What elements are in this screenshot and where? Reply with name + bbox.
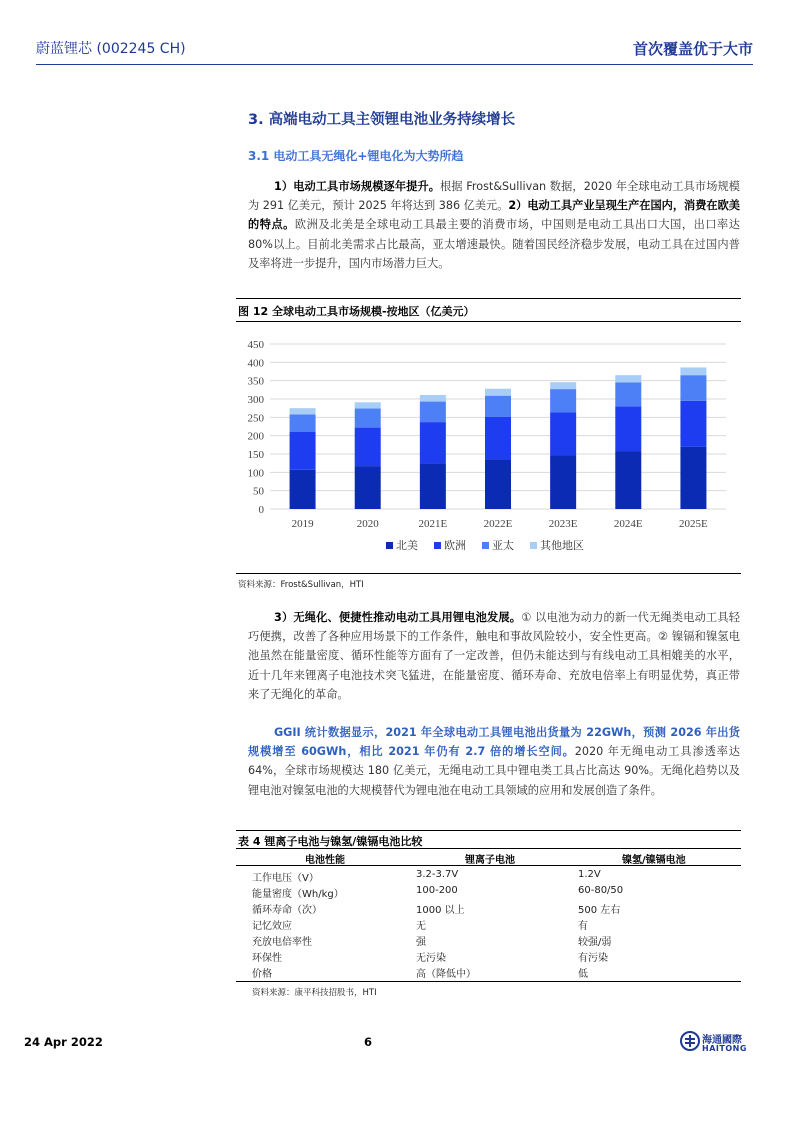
table-cell: 较强/弱 xyxy=(578,937,612,948)
x-tick-label: 2020 xyxy=(356,518,379,530)
chart-bars xyxy=(290,367,707,509)
section-title: 3. 高端电动工具主领锂电池业务持续增长 xyxy=(248,112,516,128)
para2-text-1: ① 以电池为动力的新一代无绳类电动工具轻巧便携，改善了各种应用场景下的工作条件，触电和事故风险较小，安全性更高。② 镍镉和镍氢电池虽然在能量密度、循环性能等方面有了一定改善，但仍未能达到与有线电动工具相媲美的水平，近十几年来锂离子电池技术突飞猛进，在能量密度、循环寿命、充放电倍率上有明显优势，真正带来了无绳化的革命。 xyxy=(248,611,740,701)
bar-segment xyxy=(615,375,641,382)
bar-segment xyxy=(485,389,511,396)
bar-segment xyxy=(420,422,446,463)
y-tick-label: 100 xyxy=(247,467,264,480)
table-cell: 3.2-3.7V xyxy=(416,869,459,880)
table-source: 资料来源：康平科技招股书，HTI xyxy=(252,988,377,998)
y-tick-label: 0 xyxy=(258,504,264,516)
para1-text-1: 根据 Frost&Sullivan 数据，2020 年全球电动工具市场规模为 291 亿美元，预计 2025 年将达到 386 亿美元。 xyxy=(248,180,740,213)
logo-text-cn: 海通國際 xyxy=(702,1035,742,1046)
bar-segment xyxy=(420,463,446,509)
table-cell: 环保性 xyxy=(252,953,282,964)
x-tick-label: 2019 xyxy=(291,518,314,530)
bar-segment xyxy=(290,408,316,414)
bar-segment xyxy=(355,428,381,467)
bar-segment xyxy=(290,470,316,509)
x-tick-label: 2025E xyxy=(679,518,708,530)
legend-swatch xyxy=(482,542,489,549)
bar-segment xyxy=(355,466,381,509)
table-header-rule xyxy=(236,865,741,866)
table-cell: 无污染 xyxy=(416,953,446,964)
table-cell: 无 xyxy=(416,921,426,932)
table-cell: 1.2V xyxy=(578,869,601,880)
figure-title: 图 12 全球电动工具市场规模-按地区（亿美元） xyxy=(238,305,475,318)
bar-segment xyxy=(615,451,641,509)
bar-segment xyxy=(680,367,706,375)
bar-segment xyxy=(485,396,511,417)
figure-source: 资料来源：Frost&Sullivan，HTI xyxy=(238,580,364,590)
table-cell: 1000 以上 xyxy=(416,905,465,916)
x-tick-label: 2023E xyxy=(548,518,578,530)
bar-segment xyxy=(420,402,446,423)
y-tick-label: 200 xyxy=(247,430,264,443)
bar-segment xyxy=(290,432,316,470)
logo-text-en: HAITONG xyxy=(702,1044,747,1053)
table-title: 表 4 锂离子电池与镍氢/镍镉电池比较 xyxy=(238,835,423,848)
table-cell: 充放电倍率性 xyxy=(252,937,312,948)
legend-swatch xyxy=(530,542,537,549)
table-cell: 能量密度（Wh/kg） xyxy=(252,889,344,900)
paragraph-market-size xyxy=(248,177,740,273)
y-tick-label: 350 xyxy=(247,375,264,388)
page-number: 6 xyxy=(364,1035,373,1049)
footer-date: 24 Apr 2022 xyxy=(24,1035,103,1049)
bar-segment xyxy=(290,414,316,432)
table-title-rule xyxy=(236,848,741,849)
table-cell: 500 左右 xyxy=(578,905,621,916)
bar-segment xyxy=(680,401,706,447)
para3-highlight: GGII 统计数据显示，2021 年全球电动工具锂电池出货量为 22GWh，预测 2026 年出货规模增至 60GWh，相比 2021 年仍有 2.7 倍的增长空间。 xyxy=(248,726,740,759)
table-header-liion: 锂离子电池 xyxy=(465,855,515,866)
bar-segment xyxy=(355,402,381,408)
bar-segment xyxy=(420,395,446,402)
x-tick-label: 2022E xyxy=(483,518,513,530)
table-header-performance: 电池性能 xyxy=(305,855,345,866)
para1-text-2: 欧洲及北美是全球电动工具最主要的消费市场，中国则是电动工具出口大国，出口率达 80%以上。目前北美需求占比最高，亚太增速最快。随着国民经济稳步发展，电动工具在过国内普及率将进一步提升，国内市场潜力巨大。 xyxy=(248,218,740,270)
y-tick-label: 300 xyxy=(247,394,264,406)
legend-label: 欧洲 xyxy=(444,540,466,552)
paragraph-ggii xyxy=(248,723,740,800)
y-tick-label: 400 xyxy=(247,357,264,370)
legend-label: 其他地区 xyxy=(540,540,584,552)
para1-bold-2: 2）电动工具产业呈现生产在国内，消费在欧美的特点。 xyxy=(248,199,740,232)
legend-label: 亚太 xyxy=(492,540,514,552)
para1-bold-1: 1）电动工具市场规模逐年提升。 xyxy=(274,180,441,193)
bar-segment xyxy=(615,383,641,407)
legend-label: 北美 xyxy=(396,540,418,552)
table-header-nimh: 镍氢/镍镉电池 xyxy=(622,855,686,866)
para3-text: 2020 年无绳电动工具渗透率达 64%，全球市场规模达 180 亿美元，无绳电动工具中锂电类工具占比高达 90%。无绳化趋势以及锂电池对镍氢电池的大规模替代为锂电池在电动工具领域的应用和发展创造了条件。 xyxy=(248,745,740,797)
table-top-rule xyxy=(236,830,741,831)
header-rating: 首次覆盖优于大市 xyxy=(632,40,753,58)
table-cell: 工作电压（V） xyxy=(252,873,319,884)
table-cell: 循环寿命（次） xyxy=(252,905,322,916)
bar-segment xyxy=(680,447,706,509)
table-cell: 100-200 xyxy=(416,885,458,896)
para2-bold-1: 3）无绳化、便捷性推动电动工具用锂电池发展。 xyxy=(274,611,522,624)
y-tick-label: 50 xyxy=(253,485,264,498)
chart-x-axis xyxy=(292,518,708,530)
table-cell: 强 xyxy=(416,937,426,948)
bar-segment xyxy=(680,375,706,401)
bar-segment xyxy=(485,417,511,459)
haitong-logo-icon xyxy=(680,1031,700,1051)
x-tick-label: 2021E xyxy=(418,518,448,530)
table-cell: 高（降低中） xyxy=(416,969,476,980)
figure-bottom-rule xyxy=(236,573,741,574)
bar-segment xyxy=(550,412,576,455)
bar-chart xyxy=(236,322,741,572)
table-cell: 60-80/50 xyxy=(578,885,624,896)
paragraph-cordless xyxy=(248,608,740,704)
section-subtitle: 3.1 电动工具无绳化+锂电化为大势所趋 xyxy=(248,149,464,163)
bar-segment xyxy=(485,459,511,509)
y-tick-label: 450 xyxy=(247,339,264,351)
y-tick-label: 150 xyxy=(247,449,264,461)
table-cell: 低 xyxy=(578,969,588,980)
table-cell: 价格 xyxy=(252,969,272,980)
bar-segment xyxy=(550,389,576,412)
x-tick-label: 2024E xyxy=(613,518,643,530)
y-tick-label: 250 xyxy=(247,412,264,425)
header-company: 蔚蓝锂芯 (002245 CH) xyxy=(36,41,186,57)
table-cell: 有 xyxy=(578,921,588,932)
bar-segment xyxy=(615,406,641,451)
bar-segment xyxy=(355,409,381,428)
table-cell: 有污染 xyxy=(578,953,608,964)
bar-segment xyxy=(550,455,576,509)
chart-y-axis xyxy=(248,339,265,516)
legend-swatch xyxy=(386,542,393,549)
legend-swatch xyxy=(434,542,441,549)
table-bottom-rule xyxy=(236,981,741,982)
figure-top-rule xyxy=(236,298,741,299)
bar-segment xyxy=(550,382,576,389)
chart-legend xyxy=(386,538,584,552)
table-cell: 记忆效应 xyxy=(252,921,292,932)
header-divider xyxy=(36,64,753,65)
